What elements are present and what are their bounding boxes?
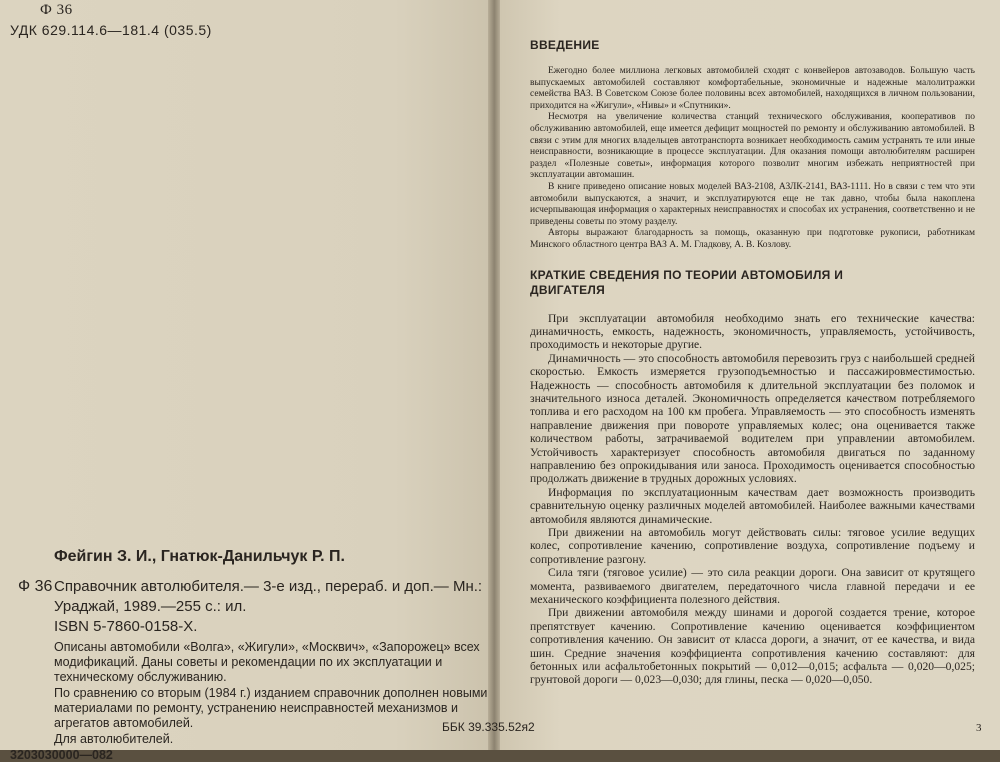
theory-paragraph: Сила тяги (тяговое усилие) — это сила реакции дороги. Она зависит от крутящего момента, развиваемого двигателем, передаточного числа главной передачи и ее механического коэффициента полезного действия.: [530, 566, 975, 607]
card-edition-note: По сравнению со вторым (1984 г.) изданием справочник дополнен новыми материалами по ремонту, устранению неисправностей механизмов и агрегатов автомобилей.: [54, 686, 488, 730]
theory-paragraph: При движении автомобиля между шинами и дорогой создается трение, которое препятствует качению. Сопротивление качению оценивается коэффициентом сопротивления качению. Он зависит от класса дороги, а значит, от ее качества, и вида шин. Средние значения коэффициента сопротивления качению составляют: для бетонных или асфальтобетонных покрытий — 0,012—0,015; асфальта — 0,020—0,025; грунтовой дороги — 0,023—0,030; для глины, песка — 0,020—0,050.: [530, 606, 975, 687]
card-description: Описаны автомобили «Волга», «Жигули», «Москвич», «Запорожец» всех модификаций. Даны советы и рекомендации по их эксплуатации и техническому обслуживанию.: [54, 640, 480, 684]
intro-heading: ВВЕДЕНИЕ: [530, 38, 600, 52]
card-bbk: ББК 39.335.52я2: [442, 720, 535, 734]
card-author: Фейгин З. И., Гнатюк-Данильчук Р. П.: [54, 548, 345, 565]
udk-code: УДК 629.114.6—181.4 (035.5): [10, 22, 212, 38]
right-page: [500, 0, 1000, 750]
theory-heading: КРАТКИЕ СВЕДЕНИЯ ПО ТЕОРИИ АВТОМОБИЛЯ И ДВИГАТЕЛЯ: [530, 267, 844, 297]
card-title-line: Справочник автолюбителя.— 3-е изд., перераб. и доп.— Мн.:: [54, 578, 483, 595]
theory-paragraph: Информация по эксплуатационным качествам дает возможность производить сравнительную оценку различных моделей автомобилей. Наиболее важными качествами автомобиля являются динамические.: [530, 485, 975, 526]
card-audience: Для автолюбителей.: [54, 732, 174, 746]
theory-paragraph: При движении на автомобиль могут действовать силы: тяговое усилие ведущих колес, сопротивление качению, сопротивление воздуха, сопротивление подъему и сопротивление разгону.: [530, 526, 975, 566]
intro-paragraph: Несмотря на увеличение количества станций технического обслуживания, кооперативов по обслуживанию автомобилей, еще имеется дефицит мощностей по ремонту и обслуживанию автомобилей. В связи с этим для многих владельцев автотранспорта возникает необходимость самим устранять те или иные неисправности, возникающие в процессе эксплуатации. Для оказания помощи автолюбителям расширен раздел «Полезные советы», информация которого позволит многим избежать неприятностей при эксплуатации автомашин.: [530, 112, 975, 181]
intro-paragraph: Ежегодно более миллиона легковых автомобилей сходят с конвейеров автозаводов. Большую часть выпускаемых автомобилей составляют комфортабельные, экономичные и надежные малолитражки семейства ВАЗ. В Советском Союзе более половины всех автомобилей, находящихся в личном пользовании, приходится на «Жигули», «Нивы» и «Спутники».: [530, 66, 975, 111]
page-number: 3: [976, 722, 982, 734]
card-publisher-line: Ураджай, 1989.—255 с.: ил.: [54, 598, 247, 615]
page-content: [530, 38, 975, 687]
card-bottom-code: 3203030000—082: [10, 748, 113, 762]
intro-paragraph: В книге приведено описание новых моделей ВАЗ-2108, АЗЛК-2141, ВАЗ-1111. Но в связи с тем что эти автомобили выпускаются, а значит, и эксплуатируются еще не так давно, чтобы была накоплена исчерпывающая информация о характерных неисправностях и способах их устранения, соответственно и не приведены советы по этому разделу.: [530, 181, 975, 227]
card-isbn-line: ISBN 5-7860-0158-X.: [54, 618, 198, 635]
intro-paragraph: Авторы выражают благодарность за помощь, оказанную при подготовке рукописи, работникам Минского областного центра ВАЗ А. М. Гладкову, А. В. Козлову.: [530, 228, 975, 250]
catalog-code: Ф 36: [40, 2, 73, 18]
left-page: [0, 0, 494, 762]
theory-paragraph: При эксплуатации автомобиля необходимо знать его технические качества: динамичность, емкость, надежность, экономичность, управляемость, устойчивость, проходимость и некоторые другие.: [530, 311, 975, 352]
card-code: Ф 36: [18, 578, 53, 595]
theory-paragraph: Динамичность — это способность автомобиля перевозить груз с наибольшей средней скоростью. Емкость измеряется грузоподъемностью и пассажировместимостью. Надежность — способность автомобиля к длительной эксплуатации без поломок и значительного износа деталей. Экономичность определяется качеством потребляемого топлива и его расходом на 100 км пробега. Управляемость — это способность изменять направление движения при повороте управляемых колес; она оценивается также количеством работы, затрачиваемой водителем при управлении автомобилем. Устойчивость характеризует способность автомобиля двигаться по заданному направлению без опрокидывания или заноса. Проходимость оценивается способностью продолжать движение в трудных дорожных условиях.: [530, 351, 975, 486]
